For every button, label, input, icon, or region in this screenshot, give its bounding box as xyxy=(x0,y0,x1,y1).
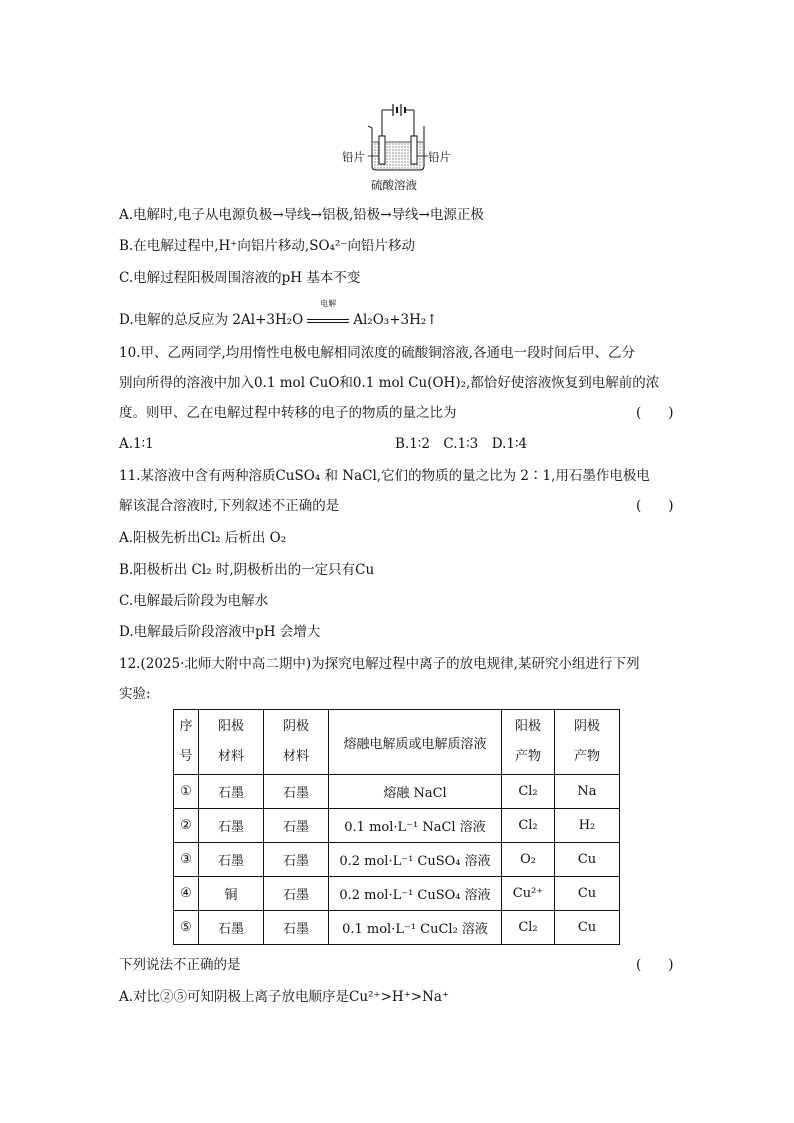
table-cell: 石墨 xyxy=(264,809,329,843)
q12-option-a: A.对比②⑤可知阴极上离子放电顺序是Cu²⁺>H⁺>Na⁺ xyxy=(119,989,450,1005)
q10-answer-blank: ( ) xyxy=(636,405,674,421)
experiment-table xyxy=(173,709,620,945)
q11-option-d: D.电解最后阶段溶液中pH 会增大 xyxy=(119,624,321,640)
table-cell: 0.1 mol·L⁻¹ CuCl₂ 溶液 xyxy=(329,911,502,945)
reaction-condition xyxy=(305,299,351,330)
table-cell: 0.1 mol·L⁻¹ NaCl 溶液 xyxy=(329,809,502,843)
q11-stem-line-1: 11.某溶液中含有两种溶质CuSO₄ 和 NaCl,它们的物质的量之比为 2∶1,用石墨作电极电 xyxy=(119,468,650,484)
table-cell: Cl₂ xyxy=(502,911,555,945)
q9-option-b: B.在电解过程中,H⁺向铝片移动,SO₄²⁻向铅片移动 xyxy=(119,238,415,254)
table-cell: O₂ xyxy=(502,843,555,877)
q9-option-d-prefix: D.电解的总反应为 2Al+3H₂O xyxy=(119,312,304,328)
table-cell: 石墨 xyxy=(264,843,329,877)
table-cell: 石墨 xyxy=(264,775,329,809)
table-cell: ③ xyxy=(174,843,199,877)
q9-option-c: C.电解过程阳极周围溶液的pH 基本不变 xyxy=(119,270,361,286)
table-cell: 铜 xyxy=(199,877,264,911)
table-cell: 石墨 xyxy=(264,911,329,945)
header-cell-electrolyte: 熔融电解质或电解质溶液 xyxy=(329,710,502,775)
table-cell: 石墨 xyxy=(199,775,264,809)
table-cell: Cu xyxy=(555,843,620,877)
table-cell: 石墨 xyxy=(264,877,329,911)
table-cell: ⑤ xyxy=(174,911,199,945)
q10-options-bcd: B.1∶2 C.1∶3 D.1∶4 xyxy=(395,436,528,452)
q10-stem-line-2: 别向所得的溶液中加入0.1 mol CuO和0.1 mol Cu(OH)₂,都恰好使溶液恢复到电解前的浓 xyxy=(119,375,660,391)
q11-stem-line-2: 解该混合溶液时,下列叙述不正确的是 xyxy=(119,498,340,514)
q12-answer-blank: ( ) xyxy=(636,957,674,973)
table-cell: ② xyxy=(174,809,199,843)
table-cell: 石墨 xyxy=(199,911,264,945)
figure-label-left: 铅片 xyxy=(342,150,365,164)
table-cell: Cl₂ xyxy=(502,775,555,809)
q9-option-a: A.电解时,电子从电源负极→导线→铝极,铅极→导线→电源正极 xyxy=(119,207,484,223)
table-cell: ④ xyxy=(174,877,199,911)
table-cell: 熔融 NaCl xyxy=(329,775,502,809)
q11-answer-blank: ( ) xyxy=(636,498,674,514)
table-cell: Cu xyxy=(555,877,620,911)
electrolysis-apparatus-figure xyxy=(338,98,456,198)
q10-option-a: A.1∶1 xyxy=(119,436,154,452)
figure-caption: 硫酸溶液 xyxy=(371,178,417,192)
table-cell: 0.2 mol·L⁻¹ CuSO₄ 溶液 xyxy=(329,843,502,877)
q11-option-c: C.电解最后阶段为电解水 xyxy=(119,593,269,609)
header-cell-cathode-material: 阴极 材料 xyxy=(264,710,329,775)
q12-stem-line-1: 12.(2025·北师大附中高二期中)为探究电解过程中离子的放电规律,某研究小组进行下列 xyxy=(119,656,640,672)
table-row xyxy=(174,877,620,911)
table-cell: Cu²⁺ xyxy=(502,877,555,911)
q12-stem-line-2: 实验: xyxy=(119,686,151,702)
table-cell: Cu xyxy=(555,911,620,945)
q10-stem-line-3: 度。则甲、乙在电解过程中转移的电子的物质的量之比为 xyxy=(119,405,457,421)
figure-label-right: 铅片 xyxy=(428,150,451,164)
q12-prompt: 下列说法不正确的是 xyxy=(119,957,241,973)
table-header-row xyxy=(174,710,620,775)
table-cell: H₂ xyxy=(555,809,620,843)
table-cell: ① xyxy=(174,775,199,809)
table-cell: Na xyxy=(555,775,620,809)
table-row xyxy=(174,775,620,809)
q10-stem-line-1: 10.甲、乙两同学,均用惰性电极电解相同浓度的硫酸铜溶液,各通电一段时间后甲、乙分 xyxy=(119,345,636,361)
header-cell-index: 序 号 xyxy=(174,710,199,775)
reaction-condition-label: 电解 xyxy=(320,299,337,308)
q9-option-d-suffix: Al₂O₃+3H₂↑ xyxy=(353,312,438,328)
table-cell: Cl₂ xyxy=(502,809,555,843)
table-row xyxy=(174,843,620,877)
table-cell: 石墨 xyxy=(199,809,264,843)
table-cell: 0.2 mol·L⁻¹ CuSO₄ 溶液 xyxy=(329,877,502,911)
header-cell-cathode-product: 阴极 产物 xyxy=(555,710,620,775)
q11-option-a: A.阳极先析出Cl₂ 后析出 O₂ xyxy=(119,530,287,546)
q9-option-d xyxy=(119,299,438,330)
header-cell-anode-material: 阳极 材料 xyxy=(199,710,264,775)
table-row xyxy=(174,911,620,945)
table-row xyxy=(174,809,620,843)
q11-option-b: B.阳极析出 Cl₂ 时,阴极析出的一定只有Cu xyxy=(119,562,375,578)
header-cell-anode-product: 阳极 产物 xyxy=(502,710,555,775)
table-cell: 石墨 xyxy=(199,843,264,877)
